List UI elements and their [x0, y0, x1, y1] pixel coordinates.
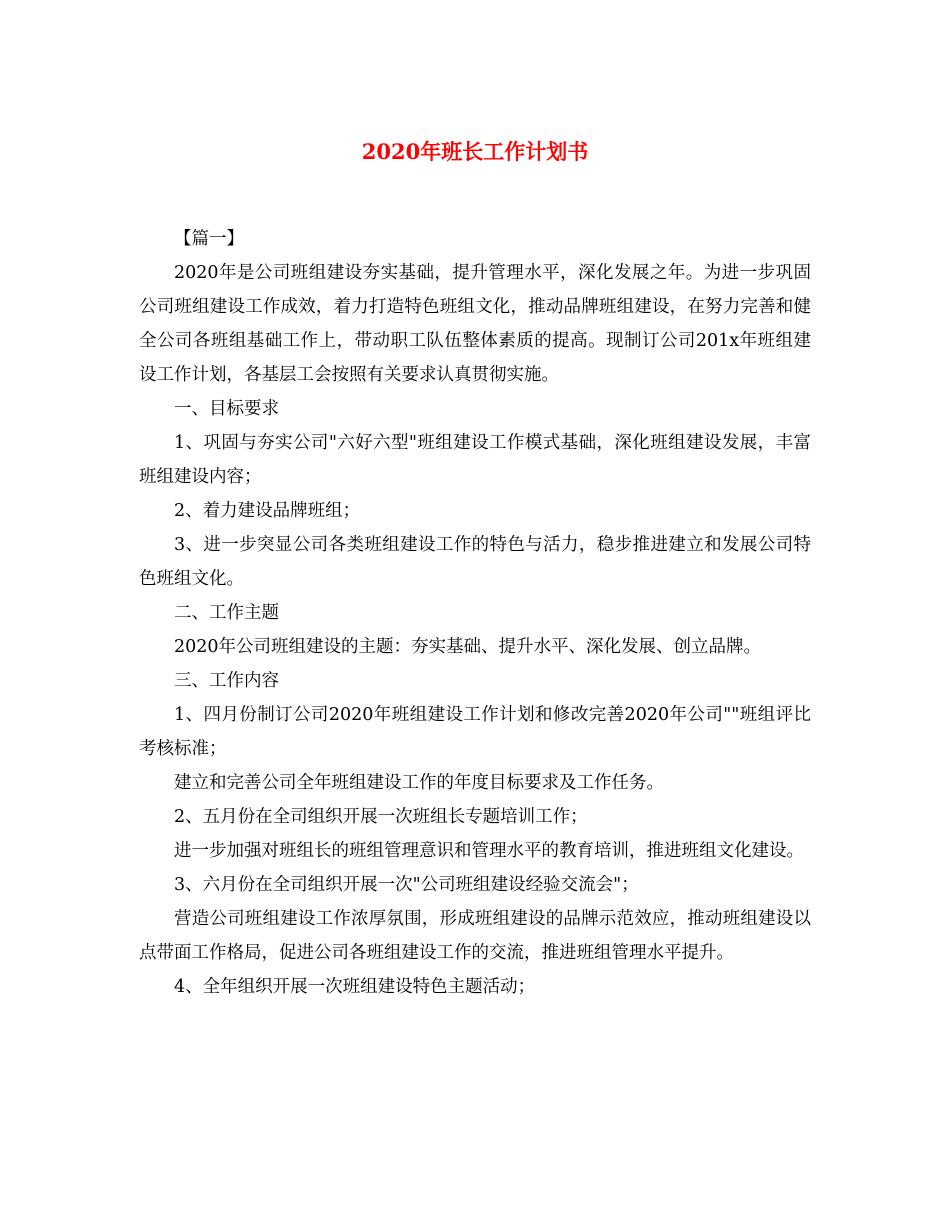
goal-item-2: 2、着力建设品牌班组； — [174, 501, 361, 521]
heading-theme: 二、工作主题 — [174, 603, 279, 623]
document-title: 2020年班长工作计划书 — [361, 139, 589, 164]
content-item-4: 4、全年组织开展一次班组建设特色主题活动； — [174, 977, 536, 997]
document-body — [139, 222, 811, 1004]
content-item-2: 2、五月份在全司组织开展一次班组长专题培训工作； — [174, 807, 588, 827]
theme-paragraph: 2020年公司班组建设的主题：夯实基础、提升水平、深化发展、创立品牌。 — [174, 637, 762, 657]
content-item-1-detail: 建立和完善公司全年班组建设工作的年度目标要求及工作任务。 — [174, 773, 664, 793]
content-item-3-detail: 营造公司班组建设工作浓厚氛围，形成班组建设的品牌示范效应，推动班组建设以点带面工作格局，促进公司各班组建设工作的交流，推进班组管理水平提升。 — [139, 909, 811, 963]
goal-item-3: 3、进一步突显公司各类班组建设工作的特色与活力，稳步推进建立和发展公司特色班组文化。 — [139, 535, 811, 589]
goal-item-1: 1、巩固与夯实公司"六好六型"班组建设工作模式基础，深化班组建设发展，丰富班组建设内容； — [139, 433, 811, 487]
heading-content: 三、工作内容 — [174, 671, 279, 691]
intro-paragraph: 2020年是公司班组建设夯实基础，提升管理水平，深化发展之年。为进一步巩固公司班组建设工作成效，着力打造特色班组文化，推动品牌班组建设，在努力完善和健全公司各班组基础工作上，带动职工队伍整体素质的提高。现制订公司201x年班组建设工作计划，各基层工会按照有关要求认真贯彻实施。 — [139, 263, 811, 385]
content-item-2-detail: 进一步加强对班组长的班组管理意识和管理水平的教育培训，推进班组文化建设。 — [174, 841, 804, 861]
section-label: 【篇一】 — [174, 229, 244, 249]
heading-goals: 一、目标要求 — [174, 399, 279, 419]
content-item-3: 3、六月份在全司组织开展一次"公司班组建设经验交流会"； — [174, 875, 639, 895]
content-item-1: 1、四月份制订公司2020年班组建设工作计划和修改完善2020年公司""班组评比考核标准； — [139, 705, 811, 759]
